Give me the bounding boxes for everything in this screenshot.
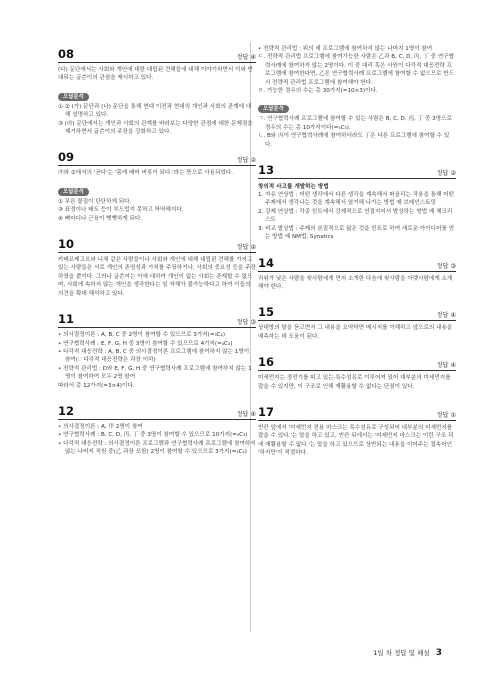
left-column bbox=[58, 47, 256, 471]
explanation-line: 따라서 총 12가지(=3×4)이다. bbox=[58, 382, 135, 389]
question-header bbox=[58, 312, 256, 328]
explanation-text: 미세먼지는 정전기를 띠고 있는 특수섬유로 이루어져 있어 대부분의 미세먼지를 잡을 수 있지만, 이 구조로 인해 재활용할 수 없다는 단점이 있다. bbox=[258, 375, 451, 390]
explanation-line: 3. 비교 발상법 : 주제의 본질적으로 닮은 것을 힌트로 하여 새로운 아이디어를 얻는 방법 예 NM법, Synetics bbox=[258, 225, 455, 241]
question-number: 08 bbox=[58, 47, 75, 61]
answer-label: 정답 ④ bbox=[236, 410, 256, 418]
question-header bbox=[258, 355, 456, 371]
explanation-text: 직위가 낮은 사람을 윗사람에게 먼저 소개한 다음에 윗사람을 아랫사람에게 소개해야 한다. bbox=[258, 275, 453, 290]
explanation-text: 상대방의 말을 듣고면서 그 내용을 요약하면 메시지를 이해하고 앞으로의 내용을 예측하는 데 도움이 된다. bbox=[258, 325, 453, 340]
wrong-answer-badge: 오답분석 bbox=[58, 93, 89, 101]
answer-label: 정답 ② bbox=[236, 244, 256, 252]
explanation-line: ㄹ. 가능한 경우의 수는 총 30가지(=10×3)이다. bbox=[258, 88, 378, 95]
question-number: 11 bbox=[58, 312, 75, 327]
question-header bbox=[258, 405, 456, 421]
question-header bbox=[258, 163, 456, 179]
question-header bbox=[258, 305, 456, 321]
note-line: ①·② (가) 문단과 (나) 문단을 통해 현대 이전과 현대의 개인과 사회의 관계에 대해 설명하고 있다. bbox=[58, 103, 252, 119]
question-12-continued bbox=[258, 45, 456, 149]
question-number: 14 bbox=[258, 255, 275, 270]
question-09 bbox=[58, 150, 256, 223]
question-number: 13 bbox=[258, 163, 275, 178]
explanation-text: 카메르케고르와 니체 같은 사람들이나 사회와 개인에 대해 대립된 견해를 가지고 있는 사람들은 서로 개인의 존엄성과 가치를 주장하거나, 사회의 중요성 등을 주장하였을 뿐이다. 그러나 글쓴이는 이에 대하여 개인이 없는 사회는 존재할 수 없으며, 사회에 속하지 않는 개인을 생각한다는 일 자체가 불가능하다고 하여 이들의 의견을 확대 해석하고 있다. bbox=[58, 257, 256, 297]
note-line: ㄴ. B와 丙이 연구협력사례에 참여하더라도 丁은 다른 프로그램에 참여할 수 있다. bbox=[258, 133, 450, 148]
note-line: ④ 뼈마디나 근육이 뻣뻣하게 되다. bbox=[58, 215, 143, 222]
note-line: ㄱ. 연구협력사례 프로그램에 참여할 수 있는 사람은 B, C, D, 丙, 丁 중 3명으로 경우의 수는 총 10가지이다(=₅C₃). bbox=[258, 116, 452, 131]
explanation-text: 빈칸 앞에서 '미세먼지 전용 마스크는 특수섬유로 구성되어 대부분의 미세먼지를 잡을 수 있다.'는 말을 하고 있고, 빈칸 뒤에서는 '미세먼지 마스크는 이런 구조 덕에 재활용할 수 없다.'는 말을 하고 있으므로 상반되는 내용을 이어주는 접속어인 '하지만'이 적절하다. bbox=[258, 424, 454, 457]
question-08 bbox=[58, 47, 256, 136]
question-16 bbox=[258, 355, 456, 391]
question-header bbox=[258, 256, 456, 272]
page-number: 3 bbox=[435, 648, 442, 658]
note-line: ③ (라) 문단에서는 개인과 사회의 관계를 바라보는 다양한 관점에 대한 문제점을 제기하면서 글쓴이의 주장을 강화하고 있다. bbox=[58, 120, 253, 136]
explanation-line: • 연구협력사례 : B, C, D, 丙, 丁 중 3명이 참여할 수 있으므로 10가지(=₅C₃) bbox=[58, 432, 248, 439]
right-column bbox=[258, 45, 456, 472]
question-10 bbox=[58, 237, 256, 298]
question-number: 09 bbox=[58, 150, 75, 165]
page-footer bbox=[373, 648, 442, 658]
question-17 bbox=[258, 405, 456, 458]
question-15 bbox=[258, 305, 456, 341]
explanation-line: • 의사결정이론 : A, B, C 중 2명이 참여할 수 있으므로 3가지(=₃C₂) bbox=[58, 332, 226, 339]
explanation-line: • 전략적 관리법 : D와 E, F, G, H 중 연구협력사례 프로그램에 참여하지 않는 1명이 참여하여 모두 2명 참여 bbox=[58, 365, 252, 381]
question-14 bbox=[258, 256, 456, 292]
explanation-line: 1. 자유 연상법 : 어떤 생각에서 다른 생각을 계속해서 떠올리는 작용을 통해 어떤 주제에서 생각나는 것을 계속해서 열거해 나가는 방법 예 브레인스토밍 bbox=[258, 192, 455, 207]
explanation-text: (다) 문단에서는 사회와 개인에 대한 대립된 견해들에 대해 이야기하면서 이와 반대되는 글쓴이의 관점을 제시하고 있다. bbox=[58, 67, 254, 82]
note-line: ① 무른 물질이 단단하게 되다. bbox=[58, 198, 132, 205]
question-header bbox=[58, 150, 256, 166]
note-line: ③ 표정이나 태도 등이 부드럽지 못하고 딱딱해지다. bbox=[58, 207, 184, 214]
question-13 bbox=[258, 163, 456, 241]
explanation-line: ㄷ. 전략적 관리법 프로그램에 참여가능한 사람은 乙과 B, C, D, 丙, 丁 중 연구협력사례에 참여하지 않는 2명이다. 이 중 대리 혹은 사원이 다각적 대응전략 프로그램에 참여한다면, 乙은 연구협력사례 프로그램에 참여할 수 없으므로 반드시 전략적 관리법 프로그램에 참여해야 한다. bbox=[258, 54, 455, 86]
explanation-line: • 다각적 대응전략 : 의사결정이론 프로그램과 연구협력사례 프로그램에 참여하지 않는 나머지 직원 중(乙 과장 포함) 2명이 참여할 수 있으므로 3가지(=₃C₂) bbox=[58, 440, 256, 456]
wrong-answer-badge: 오답분석 bbox=[258, 105, 289, 113]
question-12 bbox=[58, 404, 256, 457]
answer-label: 정답 ④ bbox=[436, 312, 456, 320]
explanation-line: • 의사결정이론 : A, 甲 2명이 참여 bbox=[58, 423, 143, 430]
explanation-line: 2. 강제 연상법 : 각종 힌트에서 강제적으로 연결지어서 발상하는 방법 예 체크리스트 bbox=[258, 208, 453, 224]
question-header bbox=[58, 404, 256, 420]
answer-label: 정답 ① bbox=[436, 411, 456, 419]
question-header bbox=[58, 47, 256, 63]
question-11 bbox=[58, 312, 256, 390]
question-number: 10 bbox=[58, 237, 75, 252]
question-number: 17 bbox=[258, 404, 275, 419]
answer-label: 정답 ③ bbox=[236, 319, 256, 327]
answer-label: 정답 ② bbox=[436, 170, 456, 178]
question-number: 12 bbox=[58, 403, 75, 418]
section-heading: 창의적 사고를 개발하는 방법 bbox=[258, 184, 329, 191]
answer-label: 정답 ④ bbox=[436, 362, 456, 370]
wrong-answer-badge: 오답분석 bbox=[58, 188, 89, 196]
answer-label: 정답 ④ bbox=[236, 54, 256, 61]
answer-label: 정답 ② bbox=[236, 157, 256, 165]
question-number: 15 bbox=[258, 305, 275, 320]
explanation-line: • 전략적 관리법 : 위의 세 프로그램에 참여하지 않는 나머지 1명이 참여 bbox=[258, 46, 433, 52]
explanation-text: ㉮와 ②에서의 '굳다'는 '몸에 배어 버릇이 되다.'라는 뜻으로 사용되었다. bbox=[58, 170, 234, 177]
question-number: 16 bbox=[258, 355, 275, 370]
answer-label: 정답 ③ bbox=[436, 262, 456, 270]
question-header bbox=[58, 237, 256, 253]
footer-label: 1일 차 정답 및 해설 bbox=[373, 649, 430, 657]
explanation-line: • 다각적 대응전략 : A, B, C 중 의사결정이론 프로그램에 참여하지 않는 1명이 참여(∵ 다각적 대응전략은 과장 이하) bbox=[58, 348, 250, 364]
explanation-line: • 연구협력사례 : E, F, G, H 중 3명이 참여할 수 있으므로 4가지(=₄C₃) bbox=[58, 340, 233, 347]
